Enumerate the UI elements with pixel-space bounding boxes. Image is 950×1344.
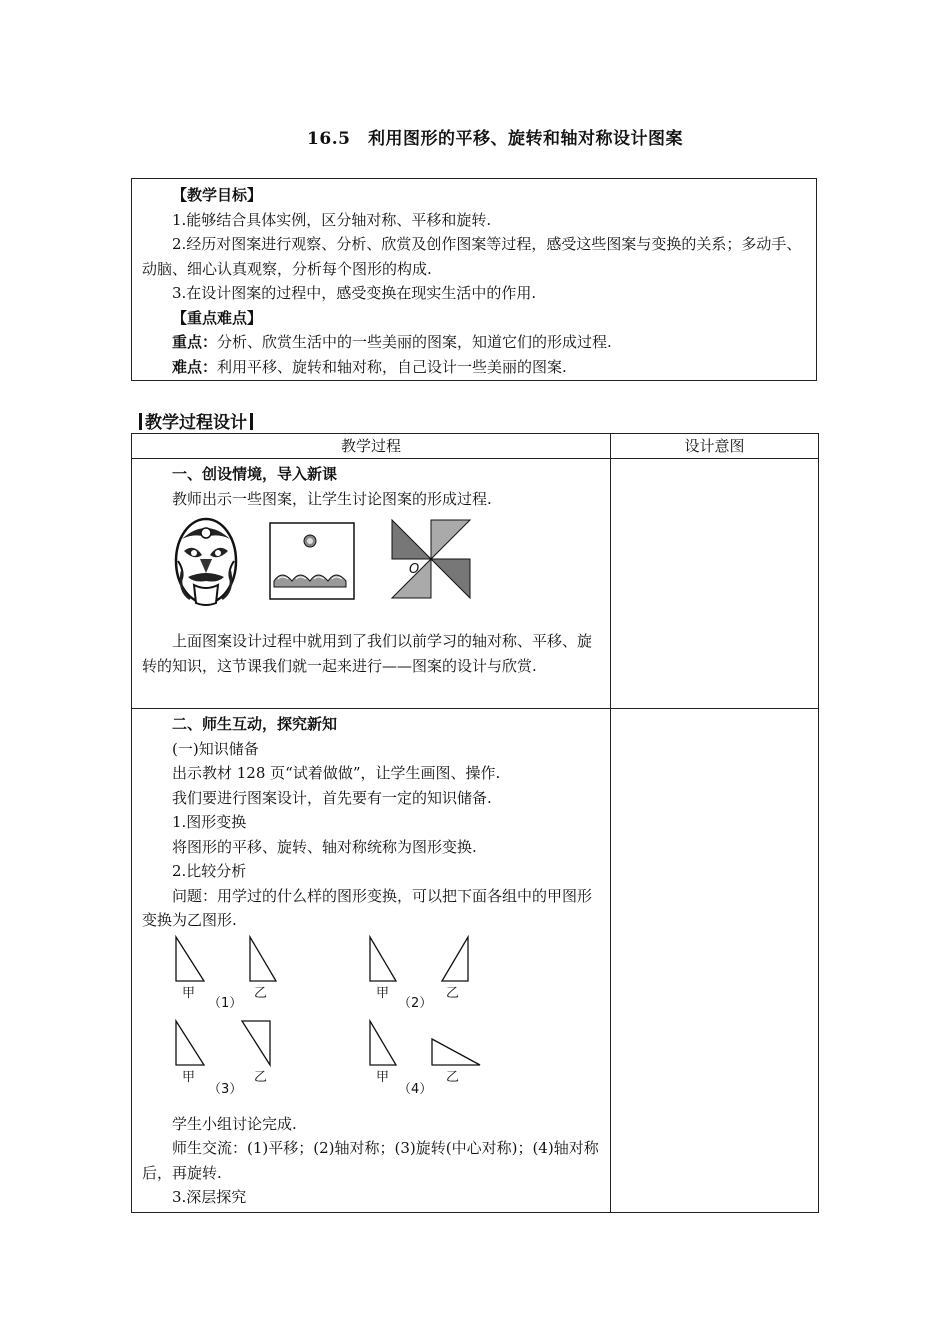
key-label: 重点： — [172, 333, 218, 351]
row-text: 问题：用学过的什么样的图形变换，可以把下面各组中的甲图形变换为乙图形. — [142, 886, 593, 929]
objective-item: 2.经历对图案进行观察、分析、欣赏及创作图案等过程，感受这些图案与变换的关系；多动手、动脑、细心认真观察，分析每个图形的构成. — [142, 235, 802, 278]
difficulty-text: 利用平移、旋转和轴对称，自己设计一些美丽的图案. — [217, 357, 567, 376]
row-text: 3.深层探究 — [172, 1188, 247, 1206]
key-point — [142, 330, 808, 355]
difficulty-label: 难点： — [172, 357, 218, 376]
row-text: 教师出示一些图案，让学生讨论图案的形成过程. — [172, 489, 492, 508]
difficulty-point — [142, 355, 808, 380]
process-table — [131, 433, 819, 1213]
key-text: 分析、欣赏生活中的一些美丽的图案，知道它们的形成过程. — [217, 333, 612, 351]
label-yi: 乙 — [254, 1069, 268, 1085]
row-text: 上面图案设计过程中就用到了我们以前学习的轴对称、平移、旋转的知识，这节课我们就一起来进行——图案的设计与欣赏. — [142, 632, 593, 675]
windmill-rotation-image — [392, 520, 470, 598]
objective-item: 3.在设计图案的过程中，感受变换在现实生活中的作用. — [172, 284, 537, 302]
row-text: 我们要进行图案设计，首先要有一定的知识储备. — [172, 788, 492, 807]
section-heading — [136, 408, 256, 433]
intent-cell — [611, 459, 819, 709]
objective-item: 1.能够结合具体实例，区分轴对称、平移和旋转. — [172, 210, 492, 229]
objectives-box — [131, 178, 817, 381]
bar-left — [139, 413, 142, 430]
row-text: (一)知识储备 — [172, 739, 259, 758]
bar-right — [250, 413, 253, 430]
example-figures-svg — [142, 511, 602, 629]
page-title: 16.5 利用图形的平移、旋转和轴对称设计图案 — [307, 129, 683, 149]
row-text: 将图形的平移、旋转、轴对称统称为图形变换. — [172, 837, 477, 856]
triangle-groups — [142, 933, 602, 1108]
col-header-intent: 设计意图 — [611, 434, 819, 459]
intent-cell — [611, 709, 819, 1213]
translation-pattern-image — [270, 523, 354, 599]
opera-mask-image — [176, 519, 236, 605]
row-heading: 一、创设情境，导入新课 — [172, 465, 338, 483]
row-text: 师生交流：(1)平移；(2)轴对称；(3)旋转(中心对称)；(4)轴对称后，再旋转. — [142, 1139, 599, 1182]
keypoints-heading: 【重点难点】 — [172, 308, 263, 327]
example-figures — [142, 511, 602, 629]
row-text: 2.比较分析 — [172, 862, 247, 880]
center-label: O — [409, 562, 420, 577]
row-text: 学生小组讨论完成. — [172, 1114, 297, 1133]
row-intro — [132, 459, 611, 709]
label-jia: 甲 — [376, 1069, 390, 1085]
label-jia: 甲 — [182, 1069, 196, 1085]
col-header-process: 教学过程 — [132, 434, 611, 459]
row-heading: 二、师生互动，探究新知 — [172, 715, 338, 733]
objectives-heading: 【教学目标】 — [172, 186, 263, 204]
group-label: （4） — [398, 1081, 433, 1097]
section-title: 教学过程设计 — [145, 413, 247, 433]
group-label: （1） — [208, 995, 243, 1011]
label-yi: 乙 — [446, 1069, 460, 1085]
row-text: 出示教材 128 页“试着做做”，让学生画图、操作. — [172, 764, 501, 782]
label-jia: 甲 — [376, 985, 390, 1001]
label-yi: 乙 — [254, 985, 268, 1001]
row-text: 1.图形变换 — [172, 813, 247, 831]
group-label: （2） — [398, 995, 433, 1011]
label-yi: 乙 — [446, 985, 460, 1001]
label-jia: 甲 — [182, 985, 196, 1001]
group-label: （3） — [208, 1081, 243, 1097]
row-explore — [132, 709, 611, 1213]
